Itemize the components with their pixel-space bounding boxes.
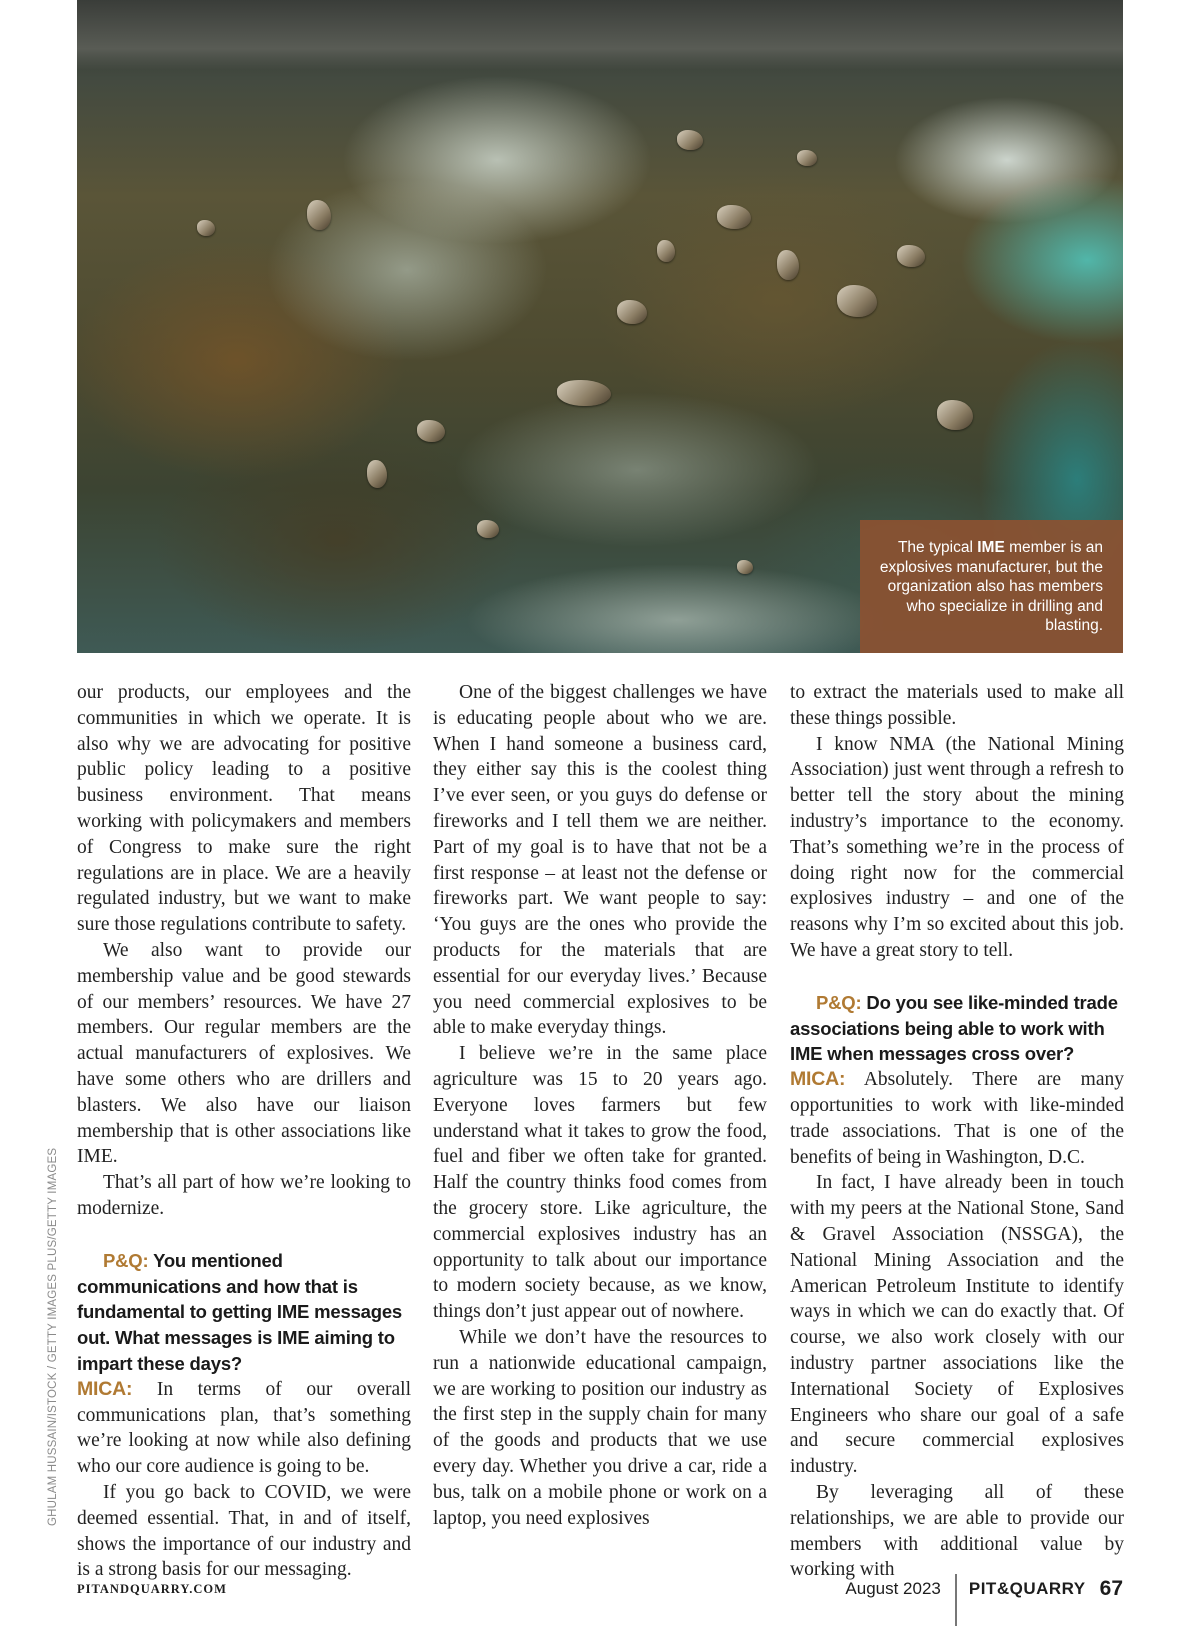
- photo-treeline: [77, 0, 1123, 70]
- paragraph: I know NMA (the National Mining Association) just went through a refresh to better tell the story about the mining industry’s importance to the economy. That’s something we’re in the process of doing right now for the commercial explosives industry – and one of the reasons why I’m so excited about this job. We have a great story to tell.: [790, 733, 1124, 961]
- paragraph: That’s all part of how we’re looking to modernize.: [77, 1172, 411, 1219]
- photo-rock: [657, 240, 675, 262]
- question-text: You mentioned communications and how that is fundamental to getting IME messages out. What messages is IME aiming to impart these days?: [77, 1249, 403, 1374]
- mica-label: MICA:: [77, 1377, 133, 1400]
- photo-rock: [777, 250, 799, 280]
- footer-folio: [845, 1574, 1123, 1604]
- photo-rock: [617, 300, 647, 324]
- footer-url: PITANDQUARRY.COM: [77, 1582, 227, 1596]
- answer-text: In terms of our overall communications plan, that’s something we’re looking at now while also defining who our core audience is going to be.: [77, 1378, 411, 1478]
- paragraph: If you go back to COVID, we were deemed essential. That, in and of itself, shows the importance of our industry and is a strong basis for our messaging.: [77, 1481, 411, 1581]
- photo-rock: [737, 560, 753, 574]
- photo-rock: [417, 420, 445, 442]
- mica-label: MICA:: [790, 1068, 846, 1091]
- paragraph: One of the biggest challenges we have is educating people about who we are. When I hand someone a business card, they either say this is the coolest thing I’ve ever seen, or you guys do defense or fireworks and I tell them we are neither. Part of my goal is to have that not be a first response – at least not the defense or fireworks part. We want people to say: ‘You guys are the ones who provide the products for the materials that are essential for our everyday lives.’ Because you need commercial explosives to be able to make everyday things.: [433, 682, 767, 1039]
- paragraph: By leveraging all of these relationships, we are able to provide our members with additional value by working with: [790, 1481, 1124, 1581]
- photo-credit: GHULAM HUSSAIN/ISTOCK / GETTY IMAGES PLUS/GETTY IMAGES: [47, 1147, 59, 1526]
- paragraph: We also want to provide our membership value and be good stewards of our members’ resources. We have 27 members. Our regular members are the actual manufacturers of explosives. We have some others who are drillers and blasters. We also have our liaison membership that is other associations like IME.: [77, 939, 411, 1168]
- paragraph: to extract the materials used to make all these things possible.: [790, 682, 1124, 729]
- issue-date: August 2023: [845, 1579, 941, 1598]
- pq-label: P&Q:: [816, 991, 862, 1013]
- photo-rock: [477, 520, 499, 538]
- column-2: [433, 680, 767, 1531]
- column-3: [790, 680, 1124, 1583]
- photo-rock: [307, 200, 331, 230]
- hero-photo: [77, 0, 1123, 653]
- question: [77, 1248, 411, 1377]
- photo-rock: [367, 460, 387, 488]
- magazine-name: PIT&QUARRY: [968, 1579, 1086, 1598]
- paragraph: I believe we’re in the same place agriculture was 15 to 20 years ago. Everyone loves farmers but few understand what it takes to grow the food, fuel and fiber we often take for granted. Half the country thinks food comes from the grocery store. Like agriculture, the commercial explosives industry has an opportunity to talk about our importance to modern society because, as we know, things don’t just appear out of nowhere.: [433, 1043, 767, 1323]
- photo-rock: [197, 220, 215, 236]
- photo-rock: [677, 130, 703, 150]
- paragraph: our products, our employees and the communities in which we operate. It is also why we are advocating for positive public policy leading to a positive business environment. That means working with policymakers and members of Congress to make sure the right regulations are in place. We are a heavily regulated industry, but we want to make sure those regulations contribute to safety.: [77, 682, 411, 936]
- column-1: [77, 680, 411, 1583]
- photo-rock: [717, 205, 751, 229]
- answer: [77, 1377, 411, 1480]
- paragraph: While we don’t have the resources to run a nationwide educational campaign, we are working to position our industry as the first step in the supply chain for many of the goods and products that we use every day. Whether you drive a car, ride a bus, talk on a mobile phone or work on a laptop, you need explosives: [433, 1326, 767, 1529]
- question-text: Do you see like-minded trade associations being able to work with IME when messages cross over?: [790, 991, 1118, 1065]
- question: [790, 990, 1124, 1067]
- answer-text: Absolutely. There are many opportunities to work with like-minded trade associations. That is one of the benefits of being in Washington, D.C.: [790, 1069, 1124, 1168]
- photo-rock: [837, 285, 877, 317]
- answer: [790, 1067, 1124, 1170]
- photo-rock: [557, 380, 611, 406]
- photo-caption: The typical IME member is an explosives manufacturer, but the organization also has members who specialize in drilling and blasting.: [860, 520, 1123, 653]
- footer-divider: [955, 1574, 957, 1626]
- photo-rock: [897, 245, 925, 267]
- photo-rock: [937, 400, 973, 430]
- page-number: 67: [1099, 1577, 1123, 1600]
- caption-bold-ime: IME: [977, 539, 1005, 556]
- paragraph: In fact, I have already been in touch with my peers at the National Stone, Sand & Gravel Association (NSSGA), the National Mining Association and the American Petroleum Institute to identify ways in which we can do exactly that. Of course, we also work closely with our industry partner associations like the International Society of Explosives Engineers who share our goal of a safe and secure commercial explosives industry.: [790, 1172, 1124, 1478]
- photo-rock: [797, 150, 817, 166]
- pq-label: P&Q:: [103, 1249, 149, 1271]
